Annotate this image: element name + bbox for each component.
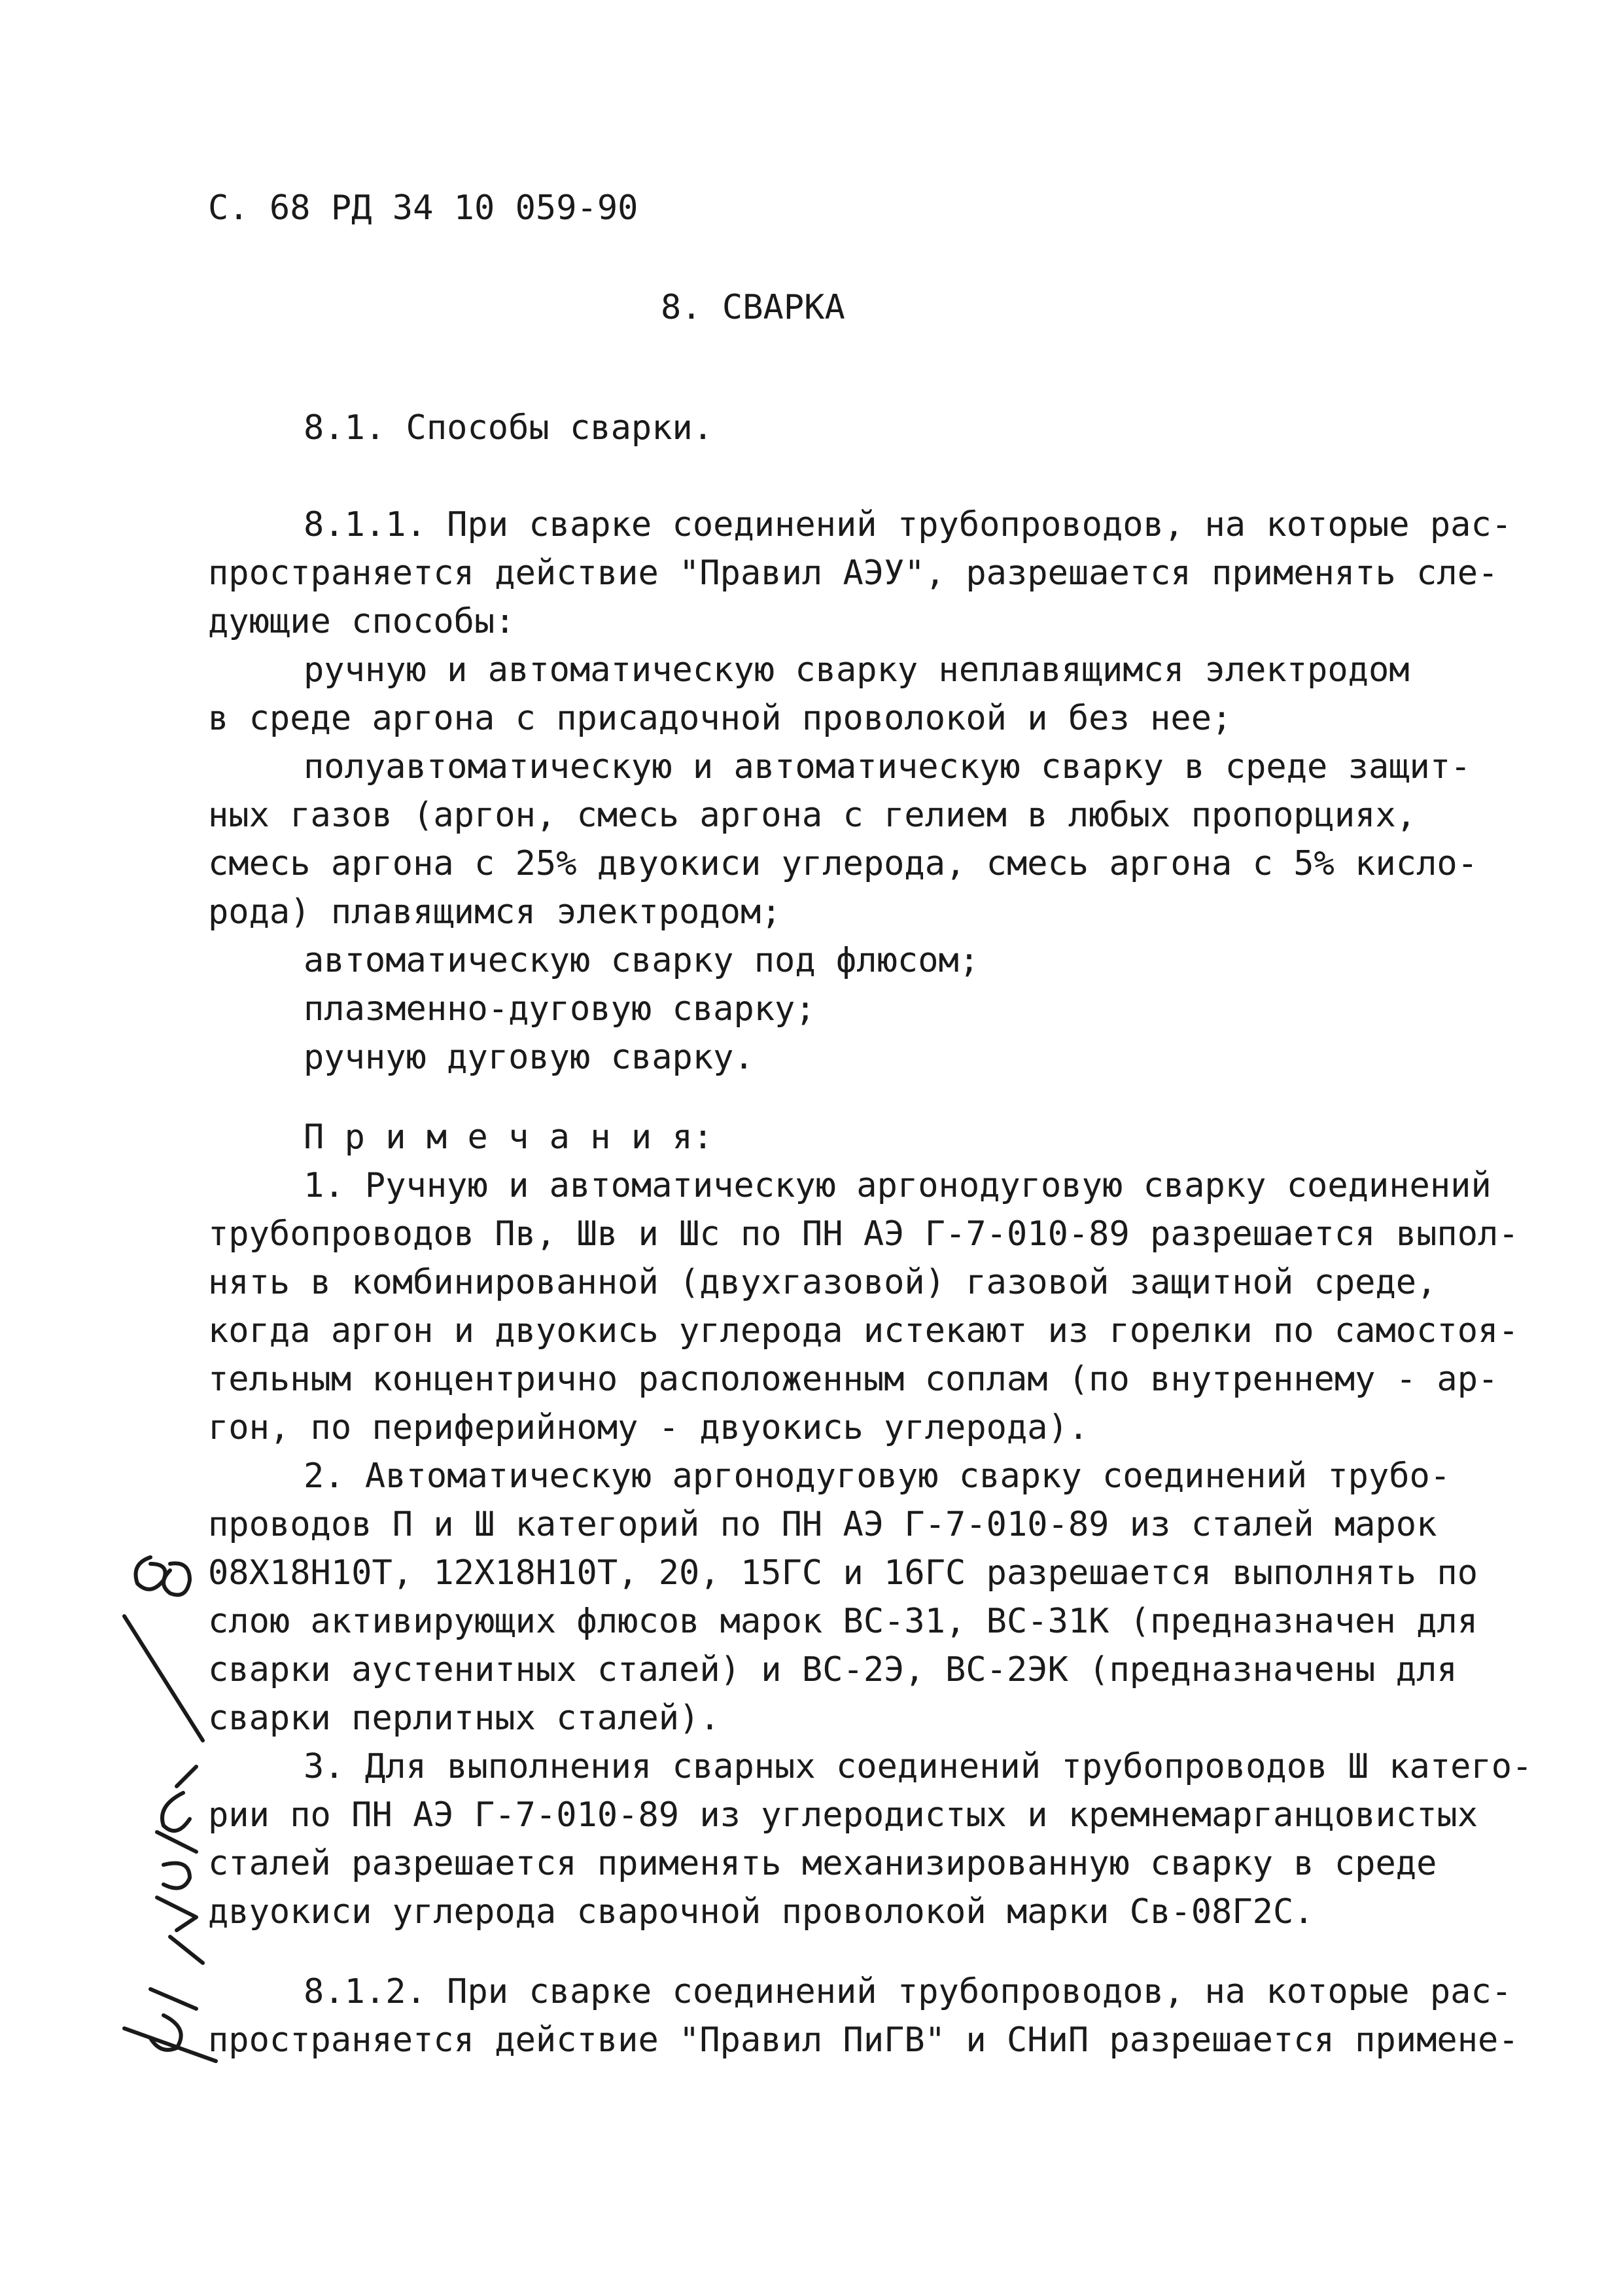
note-line: сварки перлитных сталей). xyxy=(208,1699,720,1738)
method-line: полуавтоматическую и автоматическую сварку в среде защит- xyxy=(304,747,1471,786)
note-line: сталей разрешается применять механизированную сварку в среде xyxy=(208,1844,1437,1883)
method-line: ручную дуговую сварку. xyxy=(304,1038,754,1077)
note-line: тельным концентрично расположенным соплам (по внутреннему - ар- xyxy=(208,1360,1499,1399)
paragraph-812-line: пространяется действие "Правил ПиГВ" и СНиП разрешается примене- xyxy=(208,2021,1519,2060)
paragraph-811-line: 8.1.1. При сварке соединений трубопроводов, на которые рас- xyxy=(304,505,1512,544)
note-line: слою активирующих флюсов марок ВС-31, ВС-31К (предназначен для xyxy=(208,1602,1478,1641)
method-line: автоматическую сварку под флюсом; xyxy=(304,941,980,980)
note-line: 2. Автоматическую аргонодуговую сварку соединений трубо- xyxy=(304,1457,1451,1496)
page-header: С. 68 РД 34 10 059-90 xyxy=(208,188,638,228)
method-line: рода) плавящимся электродом; xyxy=(208,892,782,932)
paragraph-811-line: дующие способы: xyxy=(208,602,515,641)
handwritten-archive-mark xyxy=(111,1544,242,2068)
note-line: 3. Для выполнения сварных соединений трубопроводов Ш катего- xyxy=(304,1747,1533,1786)
method-line: ных газов (аргон, смесь аргона с гелием в любых пропорциях, xyxy=(208,796,1417,835)
note-line: трубопроводов Пв, Шв и Шс по ПН АЭ Г-7-010-89 разрешается выпол- xyxy=(208,1214,1519,1254)
note-line: 1. Ручную и автоматическую аргонодуговую сварку соединений xyxy=(304,1166,1492,1205)
note-line: 08Х18Н10Т, 12Х18Н10Т, 20, 15ГС и 16ГС разрешается выполнять по xyxy=(208,1553,1478,1593)
note-line: двуокиси углерода сварочной проволокой марки Св-08Г2С. xyxy=(208,1892,1314,1932)
paragraph-811-line: пространяется действие "Правил АЭУ", разрешается применять сле- xyxy=(208,554,1499,593)
method-line: смесь аргона с 25% двуокиси углерода, смесь аргона с 5% кисло- xyxy=(208,844,1478,883)
note-line: сварки аустенитных сталей) и ВС-2Э, ВС-2ЭК (предназначены для xyxy=(208,1650,1457,1689)
method-line: ручную и автоматическую сварку неплавящимся электродом xyxy=(304,650,1410,690)
section-title: 8. СВАРКА xyxy=(661,288,845,327)
paragraph-812-line: 8.1.2. При сварке соединений трубопроводов, на которые рас- xyxy=(304,1972,1512,2011)
note-line: проводов П и Ш категорий по ПН АЭ Г-7-010-89 из сталей марок xyxy=(208,1505,1437,1544)
method-line: в среде аргона с присадочной проволокой и без нее; xyxy=(208,699,1232,738)
note-line: нять в комбинированной (двухгазовой) газовой защитной среде, xyxy=(208,1263,1437,1302)
method-line: плазменно-дуговую сварку; xyxy=(304,989,816,1029)
subsection-title: 8.1. Способы сварки. xyxy=(304,408,714,448)
notes-title: П р и м е ч а н и я: xyxy=(304,1118,714,1157)
note-line: гон, по периферийному - двуокись углерода). xyxy=(208,1408,1089,1447)
note-line: рии по ПН АЭ Г-7-010-89 из углеродистых и кремнемарганцовистых xyxy=(208,1795,1478,1835)
note-line: когда аргон и двуокись углерода истекают из горелки по самостоя- xyxy=(208,1311,1519,1351)
